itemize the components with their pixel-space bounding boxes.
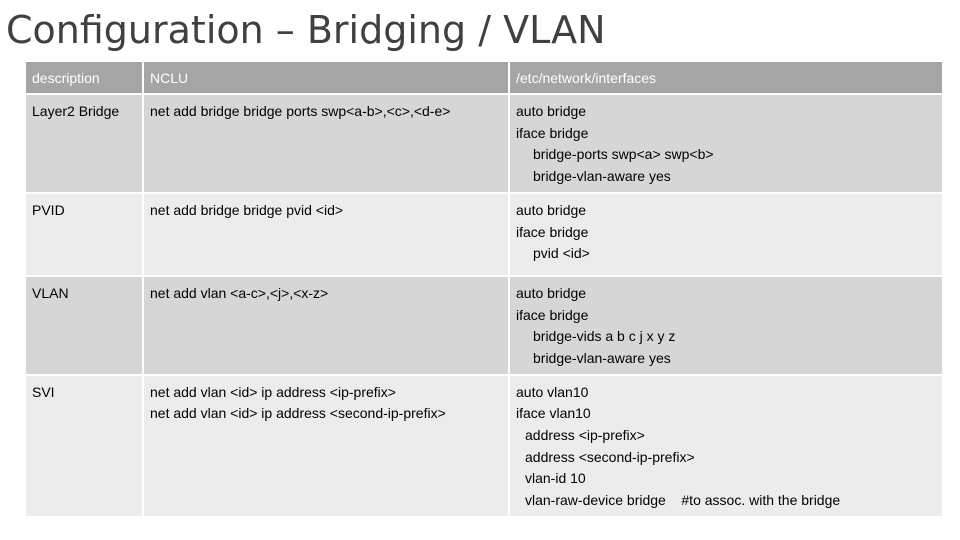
interfaces-line: iface vlan10 xyxy=(516,405,591,422)
header-interfaces: /etc/network/interfaces xyxy=(509,62,942,94)
table-header-row xyxy=(26,62,942,94)
interfaces-line: auto bridge xyxy=(516,103,587,119)
cell-description: SVI xyxy=(26,375,143,516)
table-row-vlan xyxy=(26,276,942,375)
interfaces-line: vlan-id 10 xyxy=(525,470,586,487)
interfaces-line: iface bridge xyxy=(516,223,589,240)
nclu-line: net add bridge bridge pvid <id> xyxy=(150,201,344,218)
interfaces-line: bridge-ports swp<a> swp<b> xyxy=(533,146,714,163)
interfaces-line: address <second-ip-prefix> xyxy=(525,448,695,465)
interfaces-line: vlan-raw-device bridge #to assoc. with the bridge xyxy=(525,492,841,509)
interfaces-line: bridge-vlan-aware yes xyxy=(533,168,671,185)
interfaces-line: iface bridge xyxy=(516,306,589,323)
cell-description: PVID xyxy=(26,193,143,276)
interfaces-line: iface bridge xyxy=(516,124,589,141)
cell-nclu xyxy=(143,375,509,516)
cell-interfaces xyxy=(509,375,942,516)
config-table xyxy=(26,62,942,516)
cell-nclu xyxy=(143,94,509,193)
nclu-line: net add vlan <a-c>,<j>,<x-z> xyxy=(150,284,329,301)
interfaces-line: bridge-vids a b c j x y z xyxy=(533,328,676,345)
table-row-layer2-bridge xyxy=(26,94,942,193)
cell-description: VLAN xyxy=(26,276,143,375)
table-row-pvid xyxy=(26,193,942,276)
cell-nclu xyxy=(143,193,509,276)
nclu-line: net add vlan <id> ip address <ip-prefix> xyxy=(150,383,396,400)
cell-description: Layer2 Bridge xyxy=(26,94,143,193)
table-row-svi xyxy=(26,375,942,516)
cell-interfaces xyxy=(509,276,942,375)
interfaces-line: pvid <id> xyxy=(533,245,590,262)
nclu-line: net add vlan <id> ip address <second-ip-prefix> xyxy=(150,405,446,422)
cell-interfaces xyxy=(509,94,942,193)
interfaces-line: bridge-vlan-aware yes xyxy=(533,349,671,366)
slide-title: Configuration – Bridging / VLAN xyxy=(6,8,606,52)
interfaces-line: auto bridge xyxy=(516,201,587,218)
interfaces-line: auto vlan10 xyxy=(516,383,589,400)
interfaces-line: address <ip-prefix> xyxy=(525,427,645,444)
nclu-line: net add bridge bridge ports swp<a-b>,<c>,<d-e> xyxy=(150,103,451,119)
interfaces-line: auto bridge xyxy=(516,284,587,301)
header-nclu: NCLU xyxy=(143,62,509,94)
cell-nclu xyxy=(143,276,509,375)
header-description: description xyxy=(26,62,143,94)
cell-interfaces xyxy=(509,193,942,276)
